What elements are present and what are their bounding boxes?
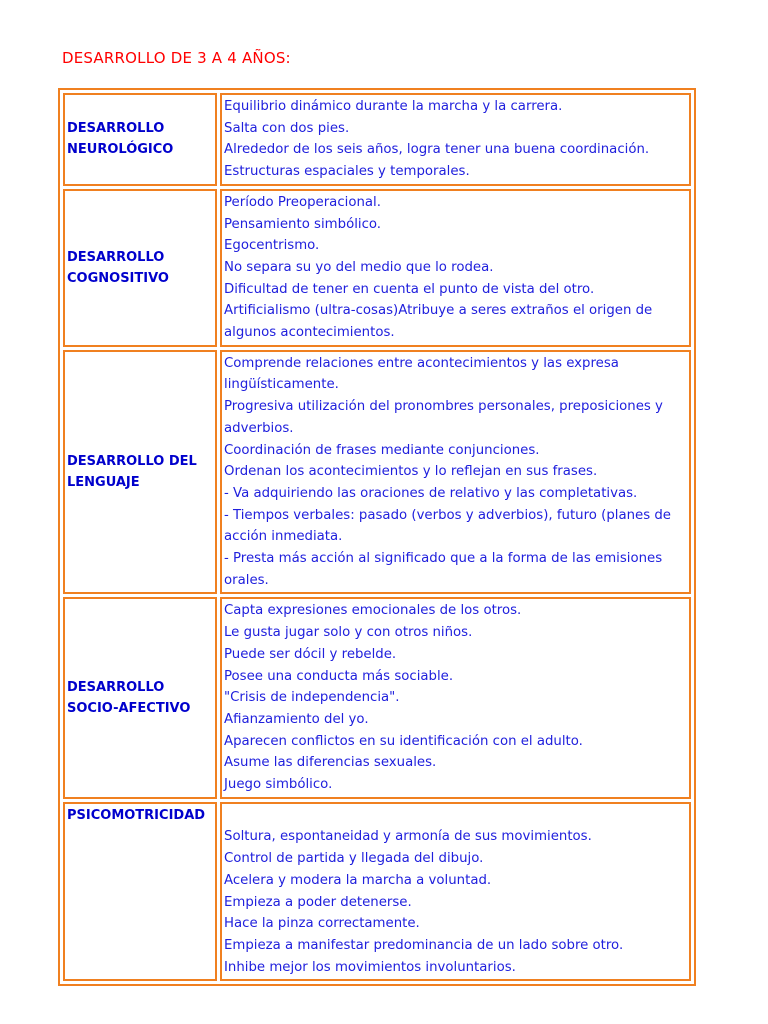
list-item: Estructuras espaciales y temporales. <box>224 164 470 180</box>
table-row <box>63 93 691 186</box>
category-cell-neurologico <box>63 93 217 186</box>
category-label: NEUROLÓGICO <box>67 142 174 158</box>
page-title: DESARROLLO DE 3 A 4 AÑOS: <box>62 49 291 67</box>
list-item: Aparecen conflictos en su identificación con el adulto. <box>224 733 583 749</box>
items-cell-socio-afectivo <box>220 597 691 798</box>
list-item: Período Preoperacional. <box>224 194 381 210</box>
list-item: Egocentrismo. <box>224 238 320 254</box>
list-item: Control de partida y llegada del dibujo. <box>224 851 484 867</box>
list-item: Hace la pinza correctamente. <box>224 916 420 932</box>
list-item: Empieza a manifestar predominancia de un lado sobre otro. <box>224 938 624 953</box>
list-item: - Presta más acción al significado que a la forma de las emisiones orales. <box>224 551 663 588</box>
list-item: Equilibrio dinámico durante la marcha y la carrera. <box>224 99 563 114</box>
category-label: DESARROLLO <box>67 680 165 696</box>
category-label: DESARROLLO DEL <box>67 454 197 470</box>
category-label: PSICOMOTRICIDAD <box>67 807 206 823</box>
blank-line <box>224 805 687 827</box>
list-item: Capta expresiones emocionales de los otros. <box>224 603 522 619</box>
table-row <box>63 189 691 347</box>
list-item: Soltura, espontaneidad y armonía de sus movimientos. <box>224 829 592 845</box>
category-cell-socio-afectivo <box>63 597 217 798</box>
list-item: Pensamiento simbólico. <box>224 216 382 232</box>
list-item: - Tiempos verbales: pasado (verbos y adverbios), futuro (planes de acción inmediata. <box>224 507 671 545</box>
table-row <box>63 597 691 798</box>
list-item: Ordenan los acontecimientos y lo reflejan en sus frases. <box>224 464 598 480</box>
category-cell-lenguaje <box>63 350 217 595</box>
list-item: Inhibe mejor los movimientos involuntarios. <box>224 959 516 975</box>
list-item: Progresiva utilización del pronombres personales, preposiciones y adverbios. <box>224 399 663 436</box>
list-item: Comprende relaciones entre acontecimientos y las expresa lingüísticamente. <box>224 355 619 393</box>
list-item: Coordinación de frases mediante conjunciones. <box>224 442 540 458</box>
list-item: Posee una conducta más sociable. <box>224 668 454 684</box>
list-item: No separa su yo del medio que lo rodea. <box>224 259 494 275</box>
items-cell-psicomotricidad <box>220 802 691 982</box>
list-item: Afianzamiento del yo. <box>224 711 369 727</box>
list-item: Le gusta jugar solo y con otros niños. <box>224 625 473 641</box>
category-label: DESARROLLO <box>67 249 165 265</box>
list-item: - Va adquiriendo las oraciones de relativo y las completativas. <box>224 485 638 501</box>
list-item: Artificialismo (ultra-cosas)Atribuye a seres extraños el origen de algunos acontecimientos. <box>224 303 653 341</box>
list-item: Asume las diferencias sexuales. <box>224 755 437 771</box>
category-label: DESARROLLO <box>67 121 165 137</box>
list-item: Dificultad de tener en cuenta el punto de vista del otro. <box>224 281 595 297</box>
list-item: Puede ser dócil y rebelde. <box>224 646 397 662</box>
category-cell-psicomotricidad <box>63 802 217 982</box>
list-item: "Crisis de independencia". <box>224 690 400 706</box>
table-row <box>63 350 691 595</box>
list-item: Juego simbólico. <box>224 777 333 793</box>
items-cell-lenguaje <box>220 350 691 595</box>
items-cell-cognositivo <box>220 189 691 347</box>
category-label: COGNOSITIVO <box>67 270 169 286</box>
development-table <box>58 88 696 986</box>
items-cell-neurologico <box>220 93 691 186</box>
table-row <box>63 802 691 982</box>
list-item: Acelera y modera la marcha a voluntad. <box>224 872 492 888</box>
category-label: LENGUAJE <box>67 475 140 491</box>
list-item: Alrededor de los seis años, logra tener una buena coordinación. <box>224 142 650 158</box>
list-item: Empieza a poder detenerse. <box>224 894 412 910</box>
list-item: Salta con dos pies. <box>224 120 350 136</box>
category-label: SOCIO-AFECTIVO <box>67 701 191 717</box>
category-cell-cognositivo <box>63 189 217 347</box>
